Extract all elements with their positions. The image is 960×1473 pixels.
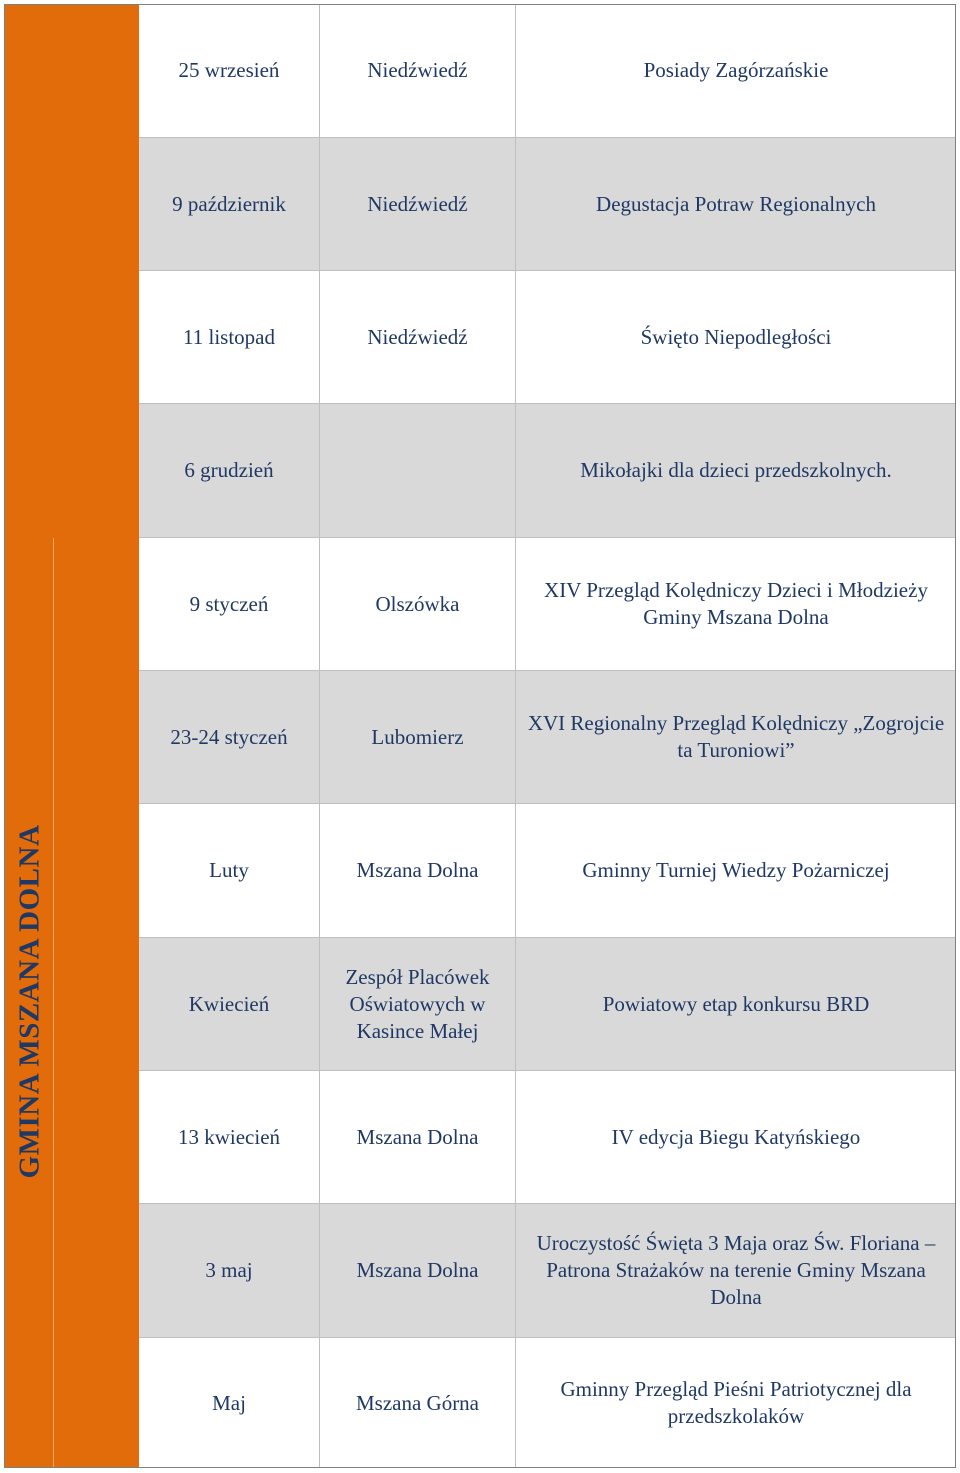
place-cell: Mszana Górna xyxy=(319,1338,516,1468)
place-cell: Mszana Dolna xyxy=(319,804,516,937)
event-cell: Powiatowy etap konkursu BRD xyxy=(602,991,870,1016)
date-cell: 6 grudzień xyxy=(184,458,274,482)
place-cell: Mszana Dolna xyxy=(319,1071,516,1203)
event-cell: Mikołajki dla dzieci przedszkolnych. xyxy=(580,458,892,482)
event-cell: Święto Niepodległości xyxy=(640,324,832,349)
place-cell: Niedźwiedź xyxy=(319,271,516,403)
place-cell: Mszana Dolna xyxy=(319,1204,516,1337)
event-cell: Uroczystość Święta 3 Maja oraz Św. Floriana – Patrona Strażaków na terenie Gminy Mszana Dolna xyxy=(536,1231,936,1309)
event-cell: Gminny Turniej Wiedzy Pożarniczej xyxy=(582,858,890,882)
date-cell: Maj xyxy=(212,1390,246,1415)
place-cell: Olszówka xyxy=(319,538,516,670)
event-cell: XIV Przegląd Kolędniczy Dzieci i Młodzieży Gminy Mszana Dolna xyxy=(544,578,928,629)
date-cell: 13 kwiecień xyxy=(177,1124,281,1149)
place-cell: Niedźwiedź xyxy=(319,4,516,137)
event-cell: Gminny Przegląd Pieśni Patriotycznej dla przedszkolaków xyxy=(560,1377,912,1428)
date-cell: 3 maj xyxy=(205,1258,253,1282)
date-cell: 11 listopad xyxy=(183,324,275,349)
place-cell: Zespół Placówek Oświatowych w Kasince Małej xyxy=(319,938,516,1070)
place-cell: Niedźwiedź xyxy=(319,138,516,270)
table-frame xyxy=(4,4,956,1468)
date-cell: Luty xyxy=(209,858,249,882)
event-cell: XVI Regionalny Przegląd Kolędniczy „Zogrojcie ta Turoniowi” xyxy=(527,711,945,762)
event-cell: Posiady Zagórzańskie xyxy=(643,58,829,82)
date-cell: Kwiecień xyxy=(188,991,270,1016)
date-cell: 9 styczeń xyxy=(189,591,269,616)
date-cell: 25 wrzesień xyxy=(178,58,280,82)
municipality-label: GMINA MSZANA DOLNA xyxy=(13,824,46,1178)
date-cell: 23-24 styczeń xyxy=(170,724,288,749)
place-cell: Lubomierz xyxy=(319,671,516,803)
event-cell: Degustacja Potraw Regionalnych xyxy=(596,191,876,216)
event-cell: IV edycja Biegu Katyńskiego xyxy=(611,1124,861,1149)
date-cell: 9 październik xyxy=(172,191,286,216)
